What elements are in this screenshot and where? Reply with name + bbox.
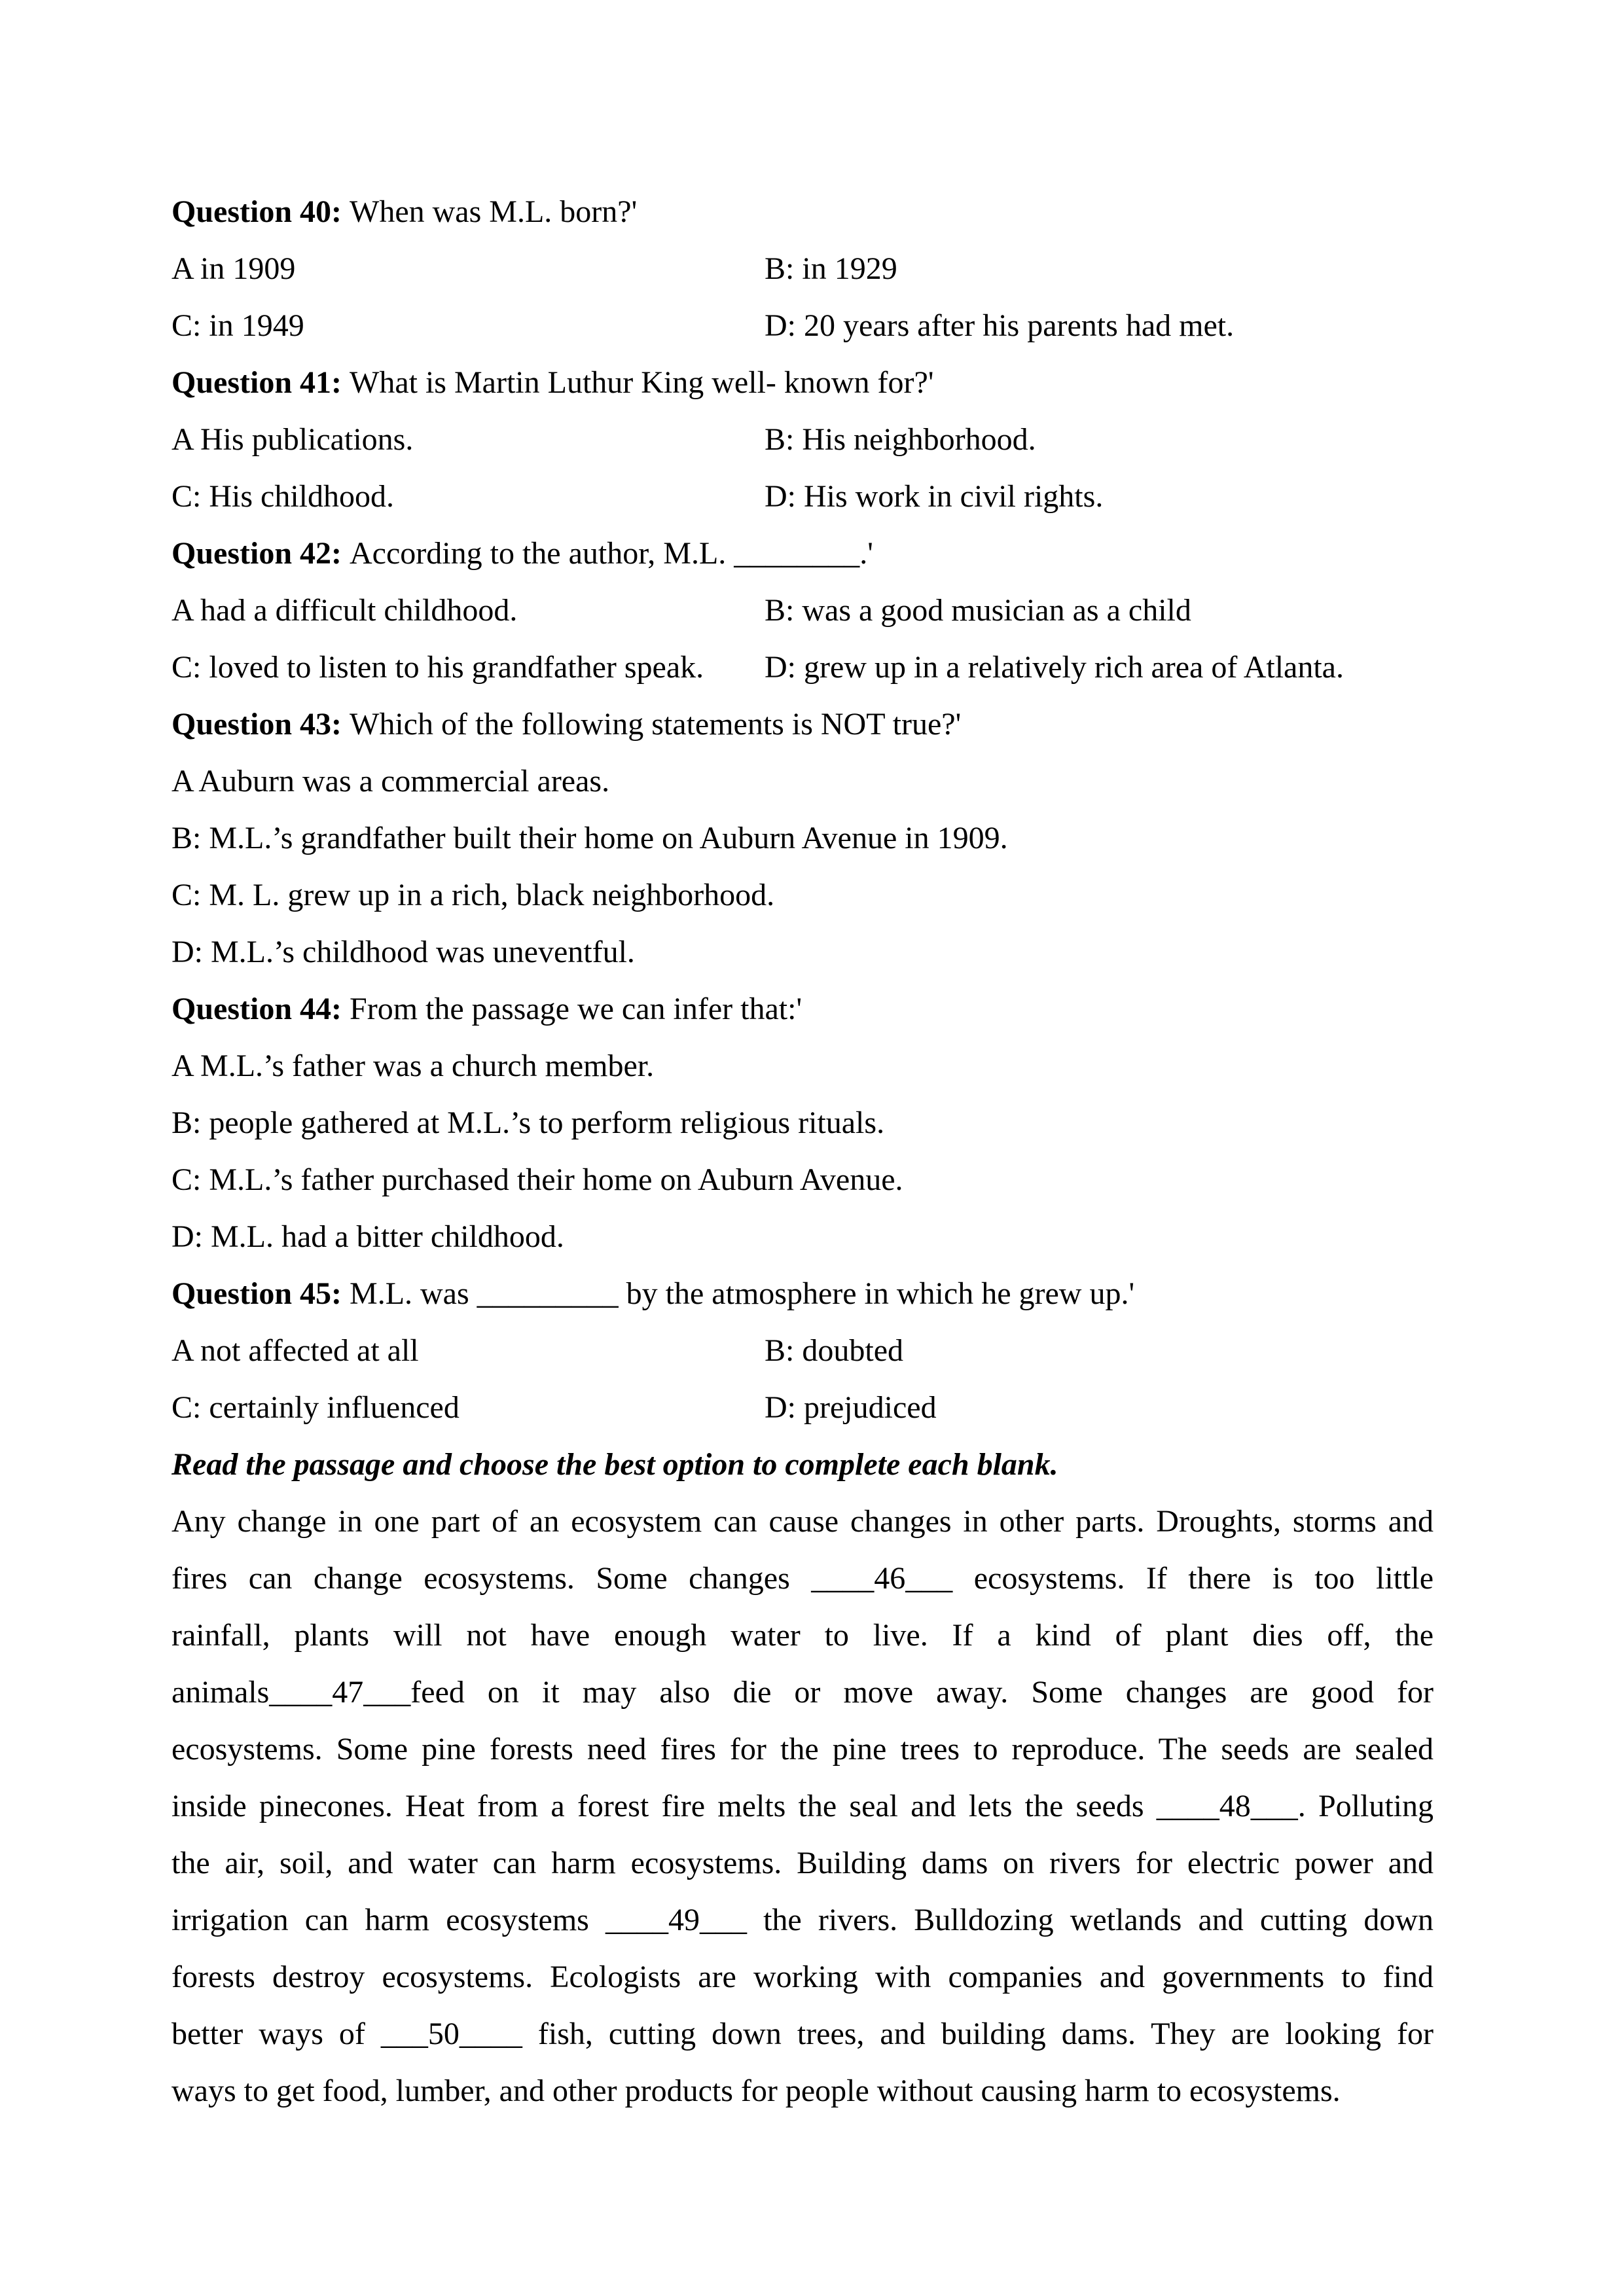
- question-42-option-c: C: loved to listen to his grandfather speak.: [171, 650, 704, 685]
- question-44-heading: [171, 980, 1434, 1037]
- question-45-label: Question 45:: [171, 1276, 342, 1311]
- question-44-label: Question 44:: [171, 992, 342, 1026]
- question-45-heading: [171, 1265, 1434, 1322]
- question-40-option-a: A in 1909: [171, 251, 296, 286]
- question-43-option-row: [171, 867, 1434, 924]
- question-40-prompt: When was M.L. born?': [350, 194, 638, 229]
- question-44-option-row: [171, 1094, 1434, 1151]
- question-45-option-a: A not affected at all: [171, 1333, 419, 1368]
- question-45-options-row-2: [171, 1379, 1434, 1436]
- question-44-prompt: From the passage we can infer that:': [350, 992, 803, 1026]
- question-43-option-a: A Auburn was a commercial areas.: [171, 764, 610, 798]
- question-45-option-b: B: doubted: [765, 1333, 903, 1368]
- passage-line: forests destroy ecosystems. Ecologists are working with companies and governments to find: [171, 1960, 1434, 1994]
- question-42-option-b: B: was a good musician as a child: [765, 593, 1191, 628]
- question-40-heading: [171, 183, 1434, 240]
- passage-line: Any change in one part of an ecosystem can cause changes in other parts. Droughts, storms and: [171, 1504, 1434, 1539]
- question-41-option-c: C: His childhood.: [171, 479, 395, 514]
- passage-line: ecosystems. Some pine forests need fires for the pine trees to reproduce. The seeds are sealed: [171, 1732, 1434, 1767]
- question-42-options-row-2: [171, 639, 1434, 696]
- question-44-option-a: A M.L.’s father was a church member.: [171, 1049, 655, 1083]
- passage-line: irrigation can harm ecosystems ____49___ the rivers. Bulldozing wetlands and cutting down: [171, 1903, 1434, 1937]
- passage-line: rainfall, plants will not have enough water to live. If a kind of plant dies off, the: [171, 1618, 1434, 1653]
- question-43-heading: [171, 696, 1434, 753]
- question-44-option-d: D: M.L. had a bitter childhood.: [171, 1219, 564, 1254]
- passage-line: inside pinecones. Heat from a forest fire melts the seal and lets the seeds ____48___. Polluting: [171, 1789, 1434, 1823]
- passage-line: animals____47___feed on it may also die or move away. Some changes are good for: [171, 1675, 1434, 1710]
- passage-line: better ways of ___50____ fish, cutting down trees, and building dams. They are looking for: [171, 2017, 1434, 2051]
- question-45-prompt: M.L. was _________ by the atmosphere in which he grew up.': [350, 1276, 1135, 1311]
- question-43-option-row: [171, 753, 1434, 810]
- question-43-option-b: B: M.L.’s grandfather built their home on Auburn Avenue in 1909.: [171, 821, 1008, 855]
- question-44-option-c: C: M.L.’s father purchased their home on Auburn Avenue.: [171, 1162, 903, 1197]
- question-41-option-b: B: His neighborhood.: [765, 422, 1036, 457]
- question-40-label: Question 40:: [171, 194, 342, 229]
- question-40-option-d: D: 20 years after his parents had met.: [765, 308, 1235, 343]
- passage-line: fires can change ecosystems. Some changes ____46___ ecosystems. If there is too little: [171, 1561, 1434, 1596]
- question-41-options-row-2: [171, 468, 1434, 525]
- question-40-options-row-2: [171, 297, 1434, 354]
- question-44-option-row: [171, 1037, 1434, 1094]
- question-43-label: Question 43:: [171, 707, 342, 742]
- question-40-option-b: B: in 1929: [765, 251, 897, 286]
- question-42-option-d: D: grew up in a relatively rich area of Atlanta.: [765, 650, 1344, 685]
- question-42-prompt: According to the author, M.L. ________.': [350, 536, 873, 571]
- question-43-option-c: C: M. L. grew up in a rich, black neighborhood.: [171, 878, 775, 912]
- question-42-label: Question 42:: [171, 536, 342, 571]
- question-41-label: Question 41:: [171, 365, 342, 400]
- question-41-prompt: What is Martin Luthur King well- known for?': [350, 365, 934, 400]
- section-instruction: Read the passage and choose the best option to complete each blank.: [171, 1447, 1058, 1482]
- passage-line: the air, soil, and water can harm ecosystems. Building dams on rivers for electric power and: [171, 1846, 1434, 1880]
- question-44-option-row: [171, 1151, 1434, 1208]
- question-40-option-c: C: in 1949: [171, 308, 304, 343]
- question-42-options-row-1: [171, 582, 1434, 639]
- question-43-option-d: D: M.L.’s childhood was uneventful.: [171, 935, 635, 969]
- question-41-option-a: A His publications.: [171, 422, 414, 457]
- question-44-option-b: B: people gathered at M.L.’s to perform religious rituals.: [171, 1105, 885, 1140]
- question-42-option-a: A had a difficult childhood.: [171, 593, 518, 628]
- question-45-option-d: D: prejudiced: [765, 1390, 937, 1425]
- question-40-options-row-1: [171, 240, 1434, 297]
- question-45-options-row-1: [171, 1322, 1434, 1379]
- question-44-option-row: [171, 1208, 1434, 1265]
- question-43-prompt: Which of the following statements is NOT true?': [350, 707, 962, 742]
- question-41-heading: [171, 354, 1434, 411]
- question-41-options-row-1: [171, 411, 1434, 468]
- question-43-option-row: [171, 810, 1434, 867]
- passage-line: ways to get food, lumber, and other products for people without causing harm to ecosystems.: [171, 2073, 1341, 2108]
- question-41-option-d: D: His work in civil rights.: [765, 479, 1104, 514]
- document-content: [171, 183, 1434, 2119]
- question-42-heading: [171, 525, 1434, 582]
- question-45-option-c: C: certainly influenced: [171, 1390, 460, 1425]
- question-43-option-row: [171, 924, 1434, 980]
